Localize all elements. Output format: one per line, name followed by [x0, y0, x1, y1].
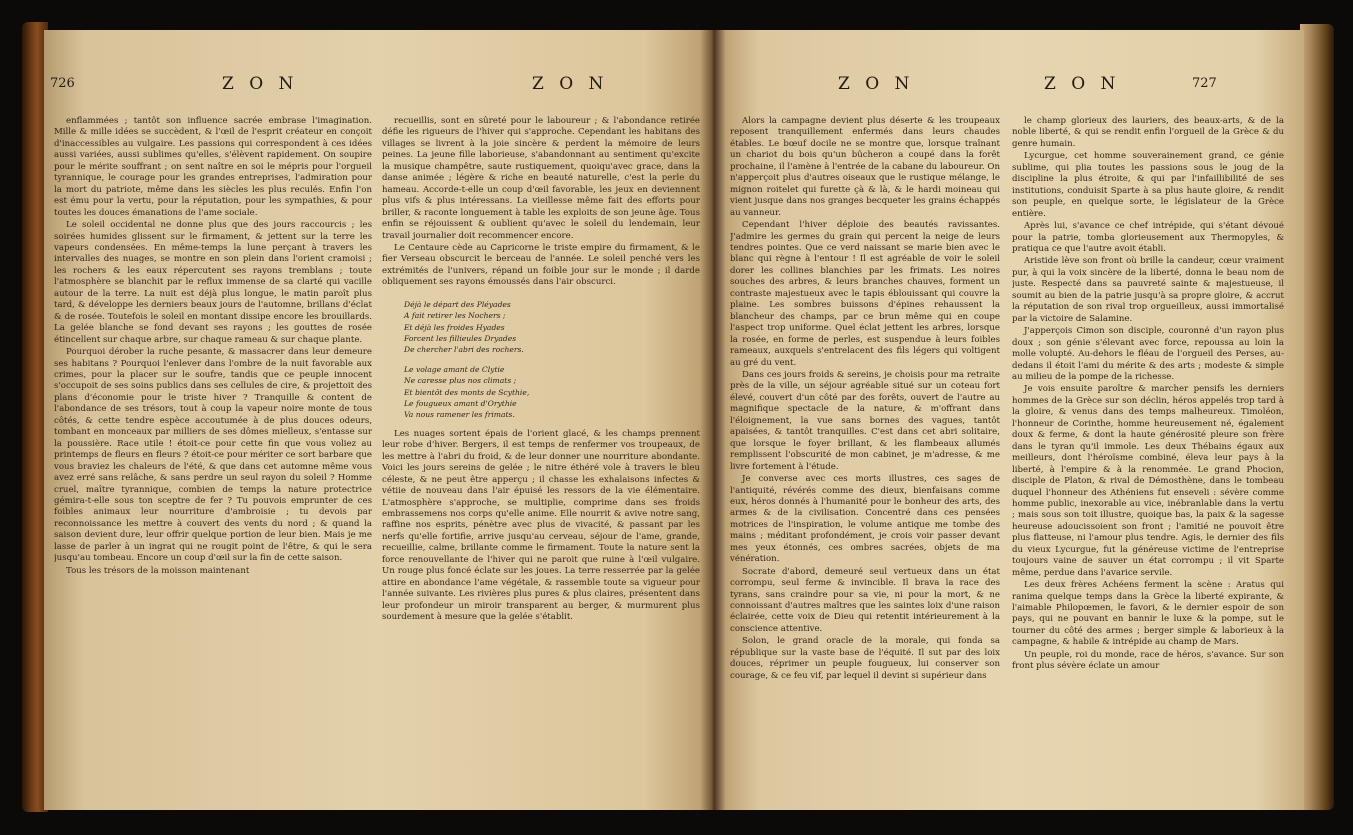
verse-line: Et bientôt des monts de Scythie,: [404, 387, 530, 397]
left-column-2-bottom-text: [382, 429, 700, 624]
paragraph: Alors la campagne devient plus déserte & les troupeaux reposent tranquillement enfermés dans leurs chaudes étables. Le bœuf docile ne se montre que, lorsque traînant un chariot du bois qu'un bûcheron a coupé dans la forêt prochaine, il l'amène à l'entrée de la cabane du laboureur. On n'apperçoit plus d'autres oiseaux que le rustique mélange, le mignon roitelet qui furette çà & là, & le hardi moineau qui vient jusque dans nos granges becqueter les grains échappés au vanneur.: [730, 116, 1000, 218]
book-page-stack-right-edge: [1300, 24, 1334, 810]
verse-block: [404, 299, 700, 421]
right-page-running-head-1: Z O N: [838, 74, 915, 94]
left-page: [44, 30, 712, 810]
right-page-running-head-2: Z O N: [1044, 74, 1121, 94]
right-page-column-1: [730, 116, 1000, 806]
paragraph: Cependant l'hiver déploie des beautés ravissantes. J'admire les germes du grain qui percent la neige de leurs tendres pointes. Que ce verd naissant se marie bien avec le blanc qui règne à l'entour ! Il est agréable de voir le soleil dorer les collines blanchies par les frimats. Les noires souches des arbres, & leurs branches chauves, forment un contraste majestueux avec le tapis éblouissant qui couvre la plaine. Les sombres buissons d'épines rehaussent la blancheur des champs, par ce brun même qui en coupe l'aspect trop uniforme. Quel éclat jettent les arbres, lorsque la rosée, en forme de perles, est suspendue à leurs foibles rameaux, auxquels s'entrelacent des fils légers qui voltigent au gré du vent.: [730, 220, 1000, 368]
right-page-column-2: [1012, 116, 1284, 806]
paragraph: Solon, le grand oracle de la morale, qui fonda sa république sur la vaste base de l'équité. Il sut par des loix douces, réprimer un peuple fougueux, lui conserver son courage, & ce feu vif, par lequel il devint si supérieur dans: [730, 636, 1000, 681]
left-page-column-2: [382, 116, 700, 806]
paragraph: Pourquoi dérober la ruche pesante, & massacrer dans leur demeure ses habitans ? Pourquoi l'enlever dans l'ombre de la nuit favorable aux crimes, pour la placer sur le soufre, tandis que ce peuple innocent s'occupoit de ses soins publics dans ses cellules de cire, & projettoit des plans d'économie pour le triste hiver ? Tranquille & content de l'abondance de ses trésors, tout à coup la vapeur noire monte de tous côtés, & cette tendre espèce accoutumée à de plus douces odeurs, tombant en monceaux par milliers de ses dômes mielleux, s'entasse sur la poussière. Race utile ! étoit-ce pour cette fin que vous voliez au printemps de fleurs en fleurs ? étoit-ce pour mériter ce sort barbare que vous braviez les chaleurs de l'été, & que dans cet automne même vous avez erré sans relâche, & sans perdre un seul rayon du soleil ? Homme cruel, maître tyrannique, combien de temps la nature protectrice gémira-t-elle sous ton sceptre de fer ? Tu pouvois emprunter de ces foibles animaux leur nourriture d'ambroisie ; tu devois par reconnoissance les mettre à couvert des vents du nord ; & quand la saison devient dure, leur offrir quelque portion de leur bien. Mais je me lasse de parler à un ingrat qui ne rougit point de l'être, & qui le sera jusqu'au tombeau. Encore un coup d'œil sur la fin de cette saison.: [54, 347, 372, 564]
left-page-number: 726: [50, 76, 75, 91]
paragraph: Les nuages sortent épais de l'orient glacé, & les champs prennent leur robe d'hiver. Bergers, il est temps de renfermer vos troupeaux, de les mettre à l'abri du froid, & de leur donner une nourriture abondante. Voici les jours sereins de gelée ; le nitre éthéré vole à travers le bleu céleste, & ne peut être apperçu ; il chasse les exhalaisons infectes & vétiie de nouveau dans l'air épuisé les ressors de la vie élémentaire. L'atmosphère s'approche, se multiplie, comprime dans ses froids embrassemens nos corps qu'elle anime. Elle nourrit & avive notre sang, raffine nos esprits, pénètre avec plus de vivacité, & passant par les nerfs qu'elle fortifie, arrive jusqu'au cerveau, séjour de l'ame, grande, recueillie, calme, brillante comme le firmament. Toute la nature sent la force renouvellante de l'hiver qui ne paroit que ruine à l'œil vulgaire. Un rouge plus foncé éclate sur les joues. La terre resserrée par la gelée attire en abondance l'ame végétale, & rassemble toute sa vigueur pour l'année suivante. Les rivières plus pures & plus claires, présentent dans leur profondeur un miroir transparent au berger, & murmurent plus sourdement à mesure que la gelée s'établit.: [382, 428, 700, 623]
verse-line: Déjà le départ des Pléyades: [404, 299, 511, 309]
paragraph: Le Centaure cède au Capricorne le triste empire du firmament, & le fier Verseau obscurcit le berceau de l'année. Le soleil penché vers les extrémités de l'univers, répand un foible jour sur le monde ; il darde obliquement ses rayons émoussés dans l'air obscurci.: [382, 242, 700, 288]
left-column-2-top-text: [382, 116, 700, 289]
paragraph: Les deux frères Achéens ferment la scène : Aratus qui ranima quelque temps dans la Grèce la liberté expirante, & l'aimable Philopœmen, le favori, & le dernier espoir de son pays, qui ne pouvant en bannir le luxe & la pompe, sut le tourner du côté des armes ; berger simple & laborieux à la campagne, & habile & intrépide au champ de Mars.: [1012, 580, 1284, 648]
paragraph: Aristide lève son front où brille la candeur, cœur vraiment pur, à qui la voix sincère de la liberté, donna le beau nom de juste. Respecté dans sa pauvreté sainte & majestueuse, il soumit au bien de la patrie jusqu'à sa propre gloire, & accrut la réputation de son rival trop orgueilleux, aussi immortalisé par la victoire de Salamine.: [1012, 256, 1284, 324]
paragraph: enflammées ; tantôt son influence sacrée embrase l'imagination. Mille & mille idées se succèdent, & l'œil de l'esprit créateur en conçoit d'inaccessibles au vulgaire. Les passions qui correspondent à ces idées aussi variées, aussi sublimes qu'elles, s'élèvent rapidement. On soupire pour le mérite souffrant ; on sent naître en soi le mépris pour l'orgueil tyrannique, le courage pour les grandes entreprises, l'admiration pour la mort du patriote, même dans les siècles les plus reculés. Enfin l'on est ému pour la vertu, pour la réputation, pour les sympathies, & pour toutes les douces émanations de l'ame sociale.: [54, 116, 372, 218]
right-page-header-left: [838, 74, 914, 102]
verse-line: Ne caresse plus nos climats ;: [404, 376, 517, 386]
verse-line: Le fougueux amant d'Orythie: [404, 399, 517, 409]
verse-line: Le volage amant de Clytie: [404, 364, 505, 374]
left-page-running-head-1: Z O N: [222, 74, 299, 94]
book-gutter: [700, 30, 726, 810]
verse-line: De chercher l'abri des rochers.: [404, 345, 524, 355]
paragraph: Un peuple, roi du monde, race de héros, s'avance. Sur son front plus sévère éclate un amour: [1012, 649, 1284, 672]
left-page-running-head-2: Z O N: [532, 74, 609, 94]
paragraph: Après lui, s'avance ce chef intrépide, qui s'étant dévoué pour la patrie, tomba glorieusement aux Thermopyles, & pratiqua ce que l'autre avoit établi.: [1012, 221, 1284, 254]
verse-line: Et déjà les froides Hyades: [404, 322, 505, 332]
right-page: [712, 30, 1304, 810]
verse-line: A fait retirer les Nochers ;: [404, 311, 506, 321]
paragraph: Je vois ensuite paroître & marcher pensifs les derniers hommes de la Grèce sur son déclin, héros appelés trop tard à la gloire, & venus dans des temps malheureux. Timoléon, l'honneur de Corinthe, homme heureusement né, également doux & ferme, & dont la haute générosité pleure son frère dans le tyran qu'il immole. Les deux Thébains égaux aux meilleurs, dont l'héroïsme combiné, éleva leur pays à la liberté, à l'empire & à la renommée. Le grand Phocion, disciple de Platon, & rival de Démosthène, dans le tombeau duquel l'honneur des Athéniens fut enseveli : sévère comme homme public, inexorable au vice, inébranlable dans la vertu ; mais sous son toit illustre, quoique bas, la paix & la sagesse heureuse adoucissoient son front ; l'amitié ne pouvoit être plus flatteuse, ni l'amour plus tendre. Agis, le dernier des fils du vieux Lycurgue, fut la généreuse victime de l'entreprise toujours vaine de sauver un état corrompu ; il vit Sparte même, perdue dans l'avarice servile.: [1012, 384, 1284, 578]
paragraph: Tous les trésors de la moisson maintenant: [66, 565, 250, 576]
paragraph: Dans ces jours froids & sereins, je choisis pour ma retraite près de la ville, un séjour agréable situé sur un coteau fort élevé, couvert d'un côté par des forêts, ouvert de l'autre au magnifique spectacle de la nature, & m'offrant dans l'éloignement, la vue sans bornes des vagues, tantôt apaisées, & tantôt tranquilles. C'est dans cet abri solitaire, que lorsque le foyer brillant, & les flambeaux allumés remplissent l'obscurité de mon cabinet, je m'adresse, & me livre fortement à l'étude.: [730, 369, 1000, 472]
verse-line: Forcent les fillieules Dryades: [404, 334, 517, 344]
left-page-column-1: [54, 116, 372, 806]
paragraph: Socrate d'abord, demeuré seul vertueux dans un état corrompu, seul ferme & invincible. Il brava la race des tyrans, sans craindre pour sa vie, ni pour la mort, & ne connoissant d'autres maîtres que les saintes loix d'une raison éclairée, cette voix de Dieu qui retentit intérieurement à la conscience attentive.: [730, 566, 1000, 634]
paragraph: J'apperçois Cimon son disciple, couronné d'un rayon plus doux ; son génie s'élevant avec force, repoussa au loin la molle volupté. Au-dehors le fléau de l'orgueil des Perses, au-dedans il étoit l'ami du mérite & des arts ; modeste & simple au milieu de la pompe de la richesse.: [1012, 326, 1284, 382]
verse-stanza-break: [404, 356, 700, 364]
paragraph: Lycurgue, cet homme souverainement grand, ce génie sublime, qui plia toutes les passions sous le joug de la discipline la plus étroite, & qui par l'infaillibilité de ses institutions, conduisit Sparte à sa plus haute gloire, & rendit son peuple, en quelque sorte, le législateur de la Grèce entière.: [1012, 151, 1284, 219]
right-page-number: 727: [1192, 76, 1217, 91]
paragraph: Le soleil occidental ne donne plus que des jours raccourcis ; les soirées humides glissent sur le firmament, & jettent sur la terre les vapeurs condensées. En même-temps la lune perçant à travers les intervalles des nuages, se montre en son plein dans l'orient cramoisi ; les rochers & les eaux répercutent ses rayons tremblans ; toute l'atmosphère se blanchit par le reflux immense de sa clarté qui vacille autour de la terre. La nuit est déjà plus longue, le matin paroît plus tard, & développe les derniers beaux jours de l'automne, brillans d'éclat & de rosée. Toutefois le soleil en montant dissipe encore les brouillards. La gelée blanche se fond devant ses rayons ; les gouttes de rosée étincellent sur chaque arbre, sur chaque rameau & sur chaque plante.: [54, 220, 372, 345]
paragraph: recueillis, sont en sûreté pour le laboureur ; & l'abondance retirée défie les rigueurs de l'hiver qui s'approche. Cependant les habitans des villages se livrent à la joie sincère & perdent la mémoire de leurs peines. La jeune fille laborieuse, s'abandonnant au sentiment qu'excite la musique champêtre, saute rustiquement, quoiqu'avec grace, dans la danse animée ; légère & riche en beauté naturelle, c'est la perle du hameau. Accorde-t-elle un coup d'œil favorable, les jeux en deviennent plus vifs & plus intéressans. La vieillesse même fait des efforts pour briller, & raconte longuement à table les exploits de son jeune âge. Tous enfin se réjouissent & oublient qu'avec le soleil du lendemain, leur travail journalier doit recommencer encore.: [382, 116, 700, 241]
verse-line: Va nous ramener les frimats.: [404, 410, 515, 420]
left-page-header-left: [50, 74, 299, 102]
right-page-header-right: [1044, 74, 1217, 102]
paragraph: le champ glorieux des lauriers, des beaux-arts, & de la noble liberté, & qui se rendit enfin l'orgueil de la Grèce & du genre humain.: [1012, 116, 1284, 149]
paragraph: Je converse avec ces morts illustres, ces sages de l'antiquité, révérés comme des dieux, bienfaisans comme eux, héros donnés à l'humanité pour le bonheur des arts, des armes & de la civilisation. Concentré dans ces pensées motrices de l'inspiration, le volume antique me tombe des mains ; méditant profondément, je crois voir passer devant mes yeux étonnés, ces ombres sacrées, objets de ma vénération.: [730, 474, 1000, 565]
left-page-header-right: [532, 74, 608, 102]
